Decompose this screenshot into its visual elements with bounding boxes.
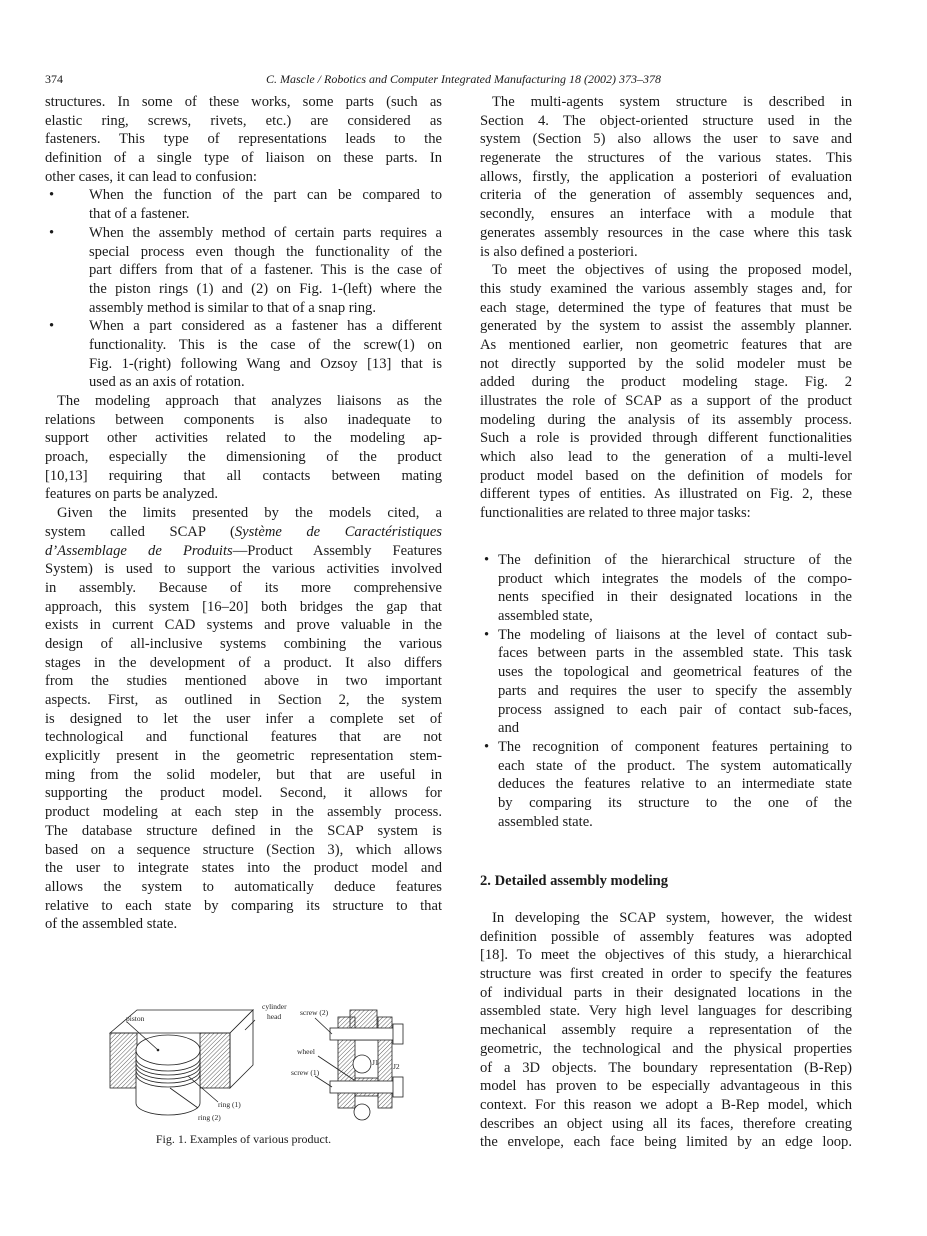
right-column-section-text	[480, 909, 852, 1152]
bullet-icon: •	[49, 318, 55, 335]
text-line: The multi-agents system structure is described in	[492, 94, 852, 110]
text-line: from the studies mentioned above in two important	[45, 673, 442, 690]
text-line: of a 3D objects. The boundary representation (B-Rep)	[480, 1059, 852, 1076]
text-line: exists in current CAD systems and prove valuable in the	[45, 617, 442, 634]
text-line: relative to each state by comparing its structure to that	[45, 897, 442, 914]
section-heading: 2. Detailed assembly modeling	[480, 873, 669, 889]
label-ring-2: ring (2)	[198, 1113, 221, 1122]
text-line: technological and functional features that are not	[45, 729, 442, 746]
text-line: added during the product modeling stage. Fig. 2	[480, 374, 852, 391]
right-column-intro	[480, 93, 852, 523]
text-line: When a part considered as a fastener has a different	[89, 318, 442, 335]
paragraph	[45, 504, 442, 934]
paragraph	[480, 93, 852, 261]
text-line: [18]. To meet the objectives of this study, a hierarchical	[480, 947, 852, 964]
text-line: parts and requires the user to specify the assembly	[498, 682, 852, 699]
text-line: in assembly. Because of its more comprehensive	[45, 579, 442, 596]
text-line: and	[498, 720, 520, 737]
text-line: The definition of the hierarchical structure of the	[498, 552, 852, 568]
text-line: is designed to let the user infer a complete set of	[45, 710, 442, 727]
text-line: by comparing its structure to the one of the	[498, 794, 852, 811]
text-line: product modeling at each step in the assembly process.	[45, 804, 442, 821]
bullet-icon: •	[484, 738, 490, 755]
running-header: C. Mascle / Robotics and Computer Integrated Manufacturing 18 (2002) 373–378	[266, 72, 661, 86]
text-line: explicitly present in the geometric representation stem-	[45, 748, 442, 765]
text-line: functionality. This is the case of the screw(1) on	[89, 336, 442, 353]
bullet-icon: •	[49, 224, 55, 241]
text-line: supporting the product model. Second, it allows for	[45, 785, 442, 802]
text-line: allows the system to automatically deduce features	[45, 878, 442, 895]
text-line: Given the limits presented by the models cited, a	[57, 505, 442, 522]
right-column-bullets	[480, 551, 852, 831]
text-line: The database structure defined in the SCAP system is	[45, 822, 442, 839]
text-line: Section 4. The object-oriented structure used in the	[480, 112, 852, 129]
text-line: describes an object using all its faces, therefore creating	[480, 1115, 852, 1132]
text-line: proach, especially the dimensioning of the product	[45, 449, 442, 466]
text-line: this study examined the various assembly stages and, for	[480, 280, 852, 297]
text-line: the user to integrate states into the product model and	[45, 860, 442, 877]
text-line: system (Section 5) also allows the user to save and	[480, 131, 852, 148]
text-line: part differs from that of a fastener. This is the case of	[89, 262, 442, 279]
text-line: System) is used to support the various activities involved	[45, 561, 442, 578]
label-j1: J1	[372, 1058, 379, 1067]
text-line: based on a sequence structure (Section 3), which allows	[45, 841, 442, 858]
text-line: deduces the features relative to an intermediate state	[498, 776, 852, 793]
label-j2: J2	[393, 1062, 400, 1071]
text-line: ming from the solid modeler, but that are useful in	[45, 766, 442, 783]
text-line: assembled state.	[498, 813, 593, 830]
text-line: structure was first created in order to specify the features	[480, 966, 852, 983]
text-line: used as an axis of rotation.	[89, 374, 245, 391]
text-line: functionalities are related to three major tasks:	[480, 505, 751, 522]
text-line: Such a role is provided through different functionalities	[480, 430, 852, 447]
text-line: process assigned to each pair of contact sub-faces,	[498, 701, 852, 718]
bullet-icon: •	[49, 187, 55, 204]
label-wheel: wheel	[297, 1047, 315, 1056]
screw-wheel-drawing	[315, 1010, 403, 1120]
text-line: modeling during the analysis of its assembly process.	[480, 411, 852, 428]
text-line: generates assembly resources in the case where this task	[480, 224, 852, 241]
text-line: secondly, ensures an interface with a module that	[480, 206, 852, 223]
italic-text: Système de Caractéristiques	[234, 523, 442, 540]
text-line: of individual parts in their designated locations in the	[480, 984, 852, 1001]
bullet-icon: •	[484, 626, 490, 643]
text-line: criteria of the generation of assembly sequences and,	[480, 187, 852, 204]
bullet-list	[45, 186, 442, 392]
text-line: features on parts be analyzed.	[45, 486, 219, 503]
label-screw-1: screw (1)	[291, 1068, 320, 1077]
text-line: mechanical assembly require a representation of the	[480, 1022, 852, 1039]
text-line: [10,13] requiring that all contacts between mating	[45, 467, 442, 484]
text-line: assembled state. Very high level languages for describing	[480, 1003, 852, 1020]
text-line: special process even though the functionality of the	[89, 243, 442, 260]
text-line: system called SCAP (Système de Caractéristiques	[45, 523, 442, 540]
label-screw-2: screw (2)	[300, 1008, 329, 1017]
bullet-icon: •	[484, 552, 490, 568]
italic-text: d’Assemblage de Produits	[45, 542, 233, 559]
text-line: faces between parts in the assembled state. This task	[498, 645, 852, 662]
text-line: the piston rings (1) and (2) on Fig. 1-(left) where the	[89, 280, 442, 297]
text-line: When the assembly method of certain parts requires a	[89, 224, 442, 241]
text-line: The modeling approach that analyzes liaisons as the	[57, 393, 442, 409]
text-line: product model based on the definition of models for	[480, 467, 852, 484]
text-line: The recognition of component features pertaining to	[498, 738, 852, 755]
text-line: each state of the product. The system automatically	[498, 757, 852, 774]
text-line: The modeling of liaisons at the level of contact sub-	[498, 626, 852, 643]
text-line: support other activities related to the modeling ap-	[45, 430, 442, 447]
paragraph	[480, 261, 852, 523]
text-line: assembly method is similar to that of a snap ring.	[89, 299, 376, 316]
label-piston: piston	[126, 1014, 145, 1023]
text-line: approach, this system [16–20] both bridges the gap that	[45, 598, 442, 615]
bullet-item	[480, 738, 852, 831]
bullet-item	[45, 317, 442, 392]
bullet-item	[480, 551, 852, 626]
text-line: allows, firstly, the application a posteriori of evaluation	[480, 168, 852, 185]
text-line: regenerate the structures of the various states. This	[480, 150, 852, 167]
paragraph	[45, 93, 442, 186]
text-line: nents specified in their designated locations in the	[498, 589, 852, 606]
page-number: 374	[45, 72, 63, 86]
text-line: different types of entities. As illustrated on Fig. 2, these	[480, 486, 852, 503]
text-line: relations between components is also inadequate to	[45, 411, 442, 428]
text-line: of the assembled state.	[45, 916, 178, 933]
text-line: In developing the SCAP system, however, the widest	[492, 910, 852, 926]
text-line: To meet the objectives of using the proposed model,	[492, 262, 852, 279]
text-line: model has proven to be especially advantageous in this	[480, 1078, 852, 1095]
text-line: definition of a single type of liaison on these parts. In	[45, 150, 442, 167]
text-line: not directly supported by the solid modeler must be	[480, 355, 852, 372]
text-line: aspects. First, as outlined in Section 2, the system	[45, 692, 442, 708]
text-line: fasteners. This type of representations leads to the	[45, 131, 442, 148]
text-line: As mentioned earlier, non geometric features that are	[480, 336, 852, 353]
text-line: the envelope, each face being limited by an edge loop.	[480, 1134, 852, 1151]
text-line: geometric, the technological and the physical properties	[480, 1040, 852, 1057]
text-line: other cases, it can lead to confusion:	[45, 168, 257, 185]
figure-1	[100, 990, 420, 1130]
text-line: is also defined a posteriori.	[480, 243, 638, 260]
text-line: which also lead to the generation of a multi-level	[480, 449, 852, 466]
text-line: that of a fastener.	[89, 206, 190, 223]
bullet-list	[480, 551, 852, 831]
figure-caption: Fig. 1. Examples of various product.	[155, 1132, 332, 1146]
text-line: elastic ring, screws, rivets, etc.) are considered as	[45, 112, 442, 129]
paragraph	[45, 392, 442, 504]
text-line: illustrates the role of SCAP as a support of the product	[480, 393, 852, 409]
text-line: Fig. 1-(right) following Wang and Ozsoy [13] that is	[89, 355, 442, 372]
text-line: When the function of the part can be compared to	[89, 187, 442, 204]
left-column-text	[45, 93, 442, 934]
bullet-item	[45, 186, 442, 223]
text-line: uses the topological and geometrical features of the	[498, 664, 852, 681]
label-cylinder: cylinder	[262, 1002, 287, 1011]
text-line: context. For this reason we adopt a B-Rep model, which	[480, 1096, 852, 1113]
text-line: generated by the system to assist the assembly planner.	[480, 318, 852, 335]
text-line: d’Assemblage de Produits—Product Assembly Features	[45, 542, 442, 559]
text-line: each stage, determined the type of features that must be	[480, 299, 852, 316]
paragraph	[480, 909, 852, 1152]
text-line: definition possible of assembly features was adopted	[480, 928, 852, 945]
label-ring-1: ring (1)	[218, 1100, 241, 1109]
text-line: assembled state,	[498, 608, 593, 625]
bullet-item	[45, 224, 442, 317]
text-line: design of all-inclusive systems combining the various	[45, 635, 442, 652]
text-line: product which integrates the models of the compo-	[498, 570, 852, 587]
text-line: stages in the development of a product. It also differs	[45, 654, 442, 671]
bullet-item	[480, 626, 852, 738]
text-line: structures. In some of these works, some parts (such as	[45, 94, 442, 110]
label-head: head	[267, 1012, 282, 1021]
